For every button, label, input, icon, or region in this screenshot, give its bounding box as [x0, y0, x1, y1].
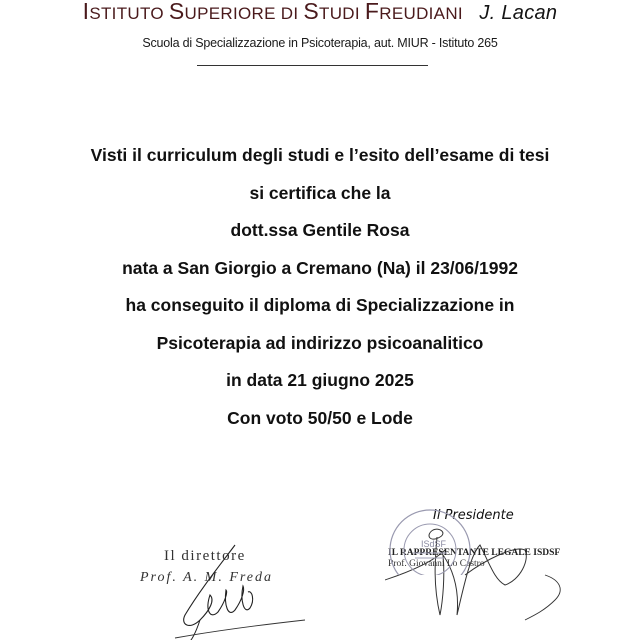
certificate-line-specialization: Psicoterapia ad indirizzo psicoanalitico	[156, 332, 484, 353]
certificate-line-intro: Visti il curriculum degli studi e l’esito dell’esame di tesi	[90, 145, 550, 165]
director-role: Il direttore	[164, 548, 246, 564]
director-name: Prof. A. M. Freda	[140, 570, 274, 585]
institute-name	[83, 0, 470, 24]
title-smallcaps: UPERIORE	[184, 4, 281, 23]
title-initial: F	[364, 0, 380, 24]
director-signature-block	[140, 540, 320, 640]
title-smallcaps: DI	[280, 4, 304, 23]
title-smallcaps: REUDIANI	[379, 4, 463, 23]
lacan-subtitle: J. Lacan	[479, 2, 558, 24]
president-signature-block	[385, 505, 615, 640]
title-initial: I	[82, 0, 90, 24]
title-initial: S	[303, 0, 320, 24]
certificate-line-diploma: ha conseguito il diploma di Specializzazione in	[125, 295, 515, 315]
president-role: Il Presidente	[433, 508, 514, 523]
stamp-text: ISdSF	[421, 539, 447, 549]
certificate-line-certifies: si certifica che la	[249, 182, 391, 203]
school-subtitle: Scuola di Specializzazione in Psicoterapia, aut. MIUR - Istituto 265	[142, 36, 498, 50]
certificate-line-grade: Con voto 50/50 e Lode	[227, 407, 413, 428]
legal-representative-title: IL RAPPRESENTANTE LEGALE ISDSF	[388, 548, 561, 558]
institute-title	[0, 0, 640, 25]
title-smallcaps: STITUTO	[89, 4, 169, 23]
institute-stamp-icon	[385, 505, 475, 575]
certificate-body	[0, 142, 640, 442]
title-initial: S	[168, 0, 185, 24]
certificate-line-birth: nata a San Giorgio a Cremano (Na) il 23/06/1992	[122, 257, 518, 278]
title-smallcaps: TUDI	[319, 4, 365, 23]
certificate-line-date: in data 21 giugno 2025	[226, 370, 414, 390]
director-signature-icon	[140, 520, 320, 640]
legal-representative-name: Prof. Giovanni Lo Castro	[388, 559, 485, 569]
certificate-line-recipient: dott.ssa Gentile Rosa	[230, 220, 410, 240]
header-separator	[197, 65, 428, 66]
